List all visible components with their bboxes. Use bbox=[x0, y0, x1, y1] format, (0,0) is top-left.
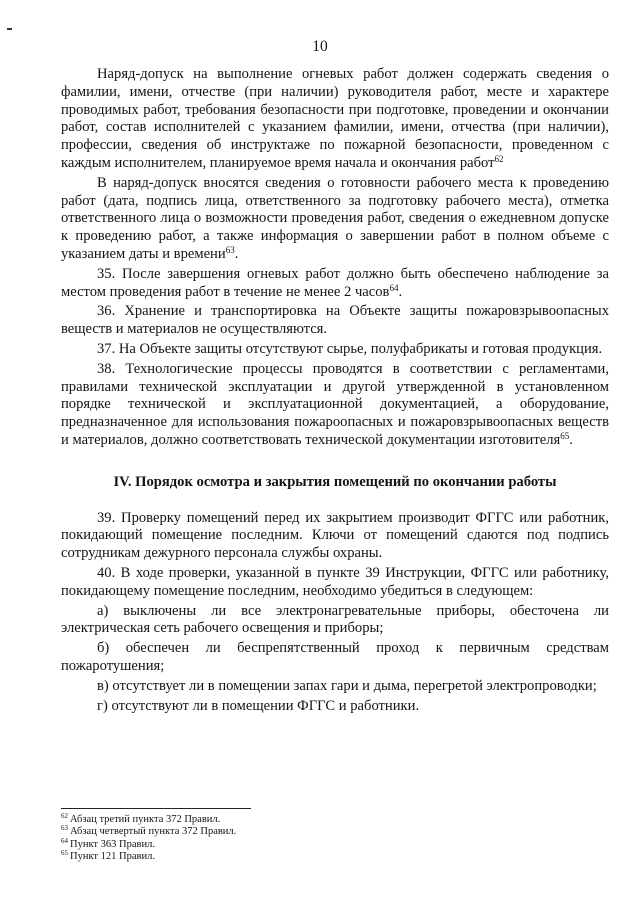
list-item-g: г) отсутствуют ли в помещении ФГГС и работники. bbox=[97, 697, 420, 714]
footnote-ref: 65 bbox=[560, 430, 570, 441]
list-item-a: а) выключены ли все электронагревательные приборы, обесточена ли электрическая сеть рабочего освещения и приборы; bbox=[61, 602, 609, 637]
paragraph-38: 38. Технологические процессы проводятся в соответствии с регламентами, правилами технической эксплуатации и другой утвержденной в установленном порядке технической и эксплуатационной документацией, а оборудование, предназначенное для использования пожароопасных и пожаровзрывоопасных веществ и материалов, должно соответствовать технической документации изготовителя$^{65}$. bbox=[61, 360, 609, 448]
margin-mark bbox=[7, 28, 12, 30]
footnote-separator bbox=[61, 808, 251, 809]
footnote-65: $^{65}$ Пункт 121 Правил. bbox=[61, 848, 155, 862]
footnote-63: $^{63}$ Абзац четвертый пункта 372 Правил. bbox=[61, 824, 237, 838]
footnote-ref: 63 bbox=[225, 244, 235, 255]
document-body bbox=[61, 66, 609, 717]
paragraph-39: 39. Проверку помещений перед их закрытием производит ФГГС или работник, покидающий помещение последним. Ключи от помещений сдаются под подпись сотрудникам дежурного персонала службы охраны. bbox=[61, 509, 609, 562]
footnote-ref: 62 bbox=[494, 153, 504, 164]
paragraph-36: 36. Хранение и транспортировка на Объекте защиты пожаровзрывоопасных веществ и материалов не осуществляются. bbox=[61, 303, 609, 338]
section-heading: IV. Порядок осмотра и закрытия помещений по окончании работы bbox=[113, 473, 557, 490]
paragraph-work-permit-contents: Наряд-допуск на выполнение огневых работ должен содержать сведения о фамилии, имени, отчестве (при наличии) руководителя работ, месте и характере проводимых работ, требования безопасности при подготовке, проведении и окончании работ, состав исполнителей с указанием фамилии, имени, отчества (при наличии), профессии, сведения об инструктаже по пожарной безопасности, проведенном с каждым исполнителем, планируемое время начала и окончания работ$^{62}$ bbox=[61, 66, 609, 171]
paragraph-work-permit-readiness: В наряд-допуск вносятся сведения о готовности рабочего места к проведению работ (дата, подпись лица, ответственного за подготовку рабочего места), отметка ответственного лица о возможности проведения работ, сведения о ежедневном допуске к проведению работ, а также информация о завершении работ в полном объеме с указанием даты и времени$^{63}$. bbox=[61, 174, 609, 262]
paragraph-40: 40. В ходе проверки, указанной в пункте 39 Инструкции, ФГГС или работнику, покидающему помещение последним, необходимо убедиться в следующем: bbox=[61, 564, 609, 599]
page-number: 10 bbox=[312, 38, 328, 55]
list-item-b: б) обеспечен ли беспрепятственный проход к первичным средствам пожаротушения; bbox=[61, 640, 609, 674]
paragraph-35: 35. После завершения огневых работ должно быть обеспечено наблюдение за местом проведения работ в течение не менее 2 часов$^{64}$. bbox=[61, 265, 609, 300]
paragraph-37: 37. На Объекте защиты отсутствуют сырье, полуфабрикаты и готовая продукция. bbox=[97, 340, 603, 357]
footnote-ref: 64 bbox=[389, 282, 399, 293]
footnote-62: $^{62}$ Абзац третий пункта 372 Правил. bbox=[61, 812, 221, 825]
footnote-64: $^{64}$ Пункт 363 Правил. bbox=[61, 836, 155, 850]
list-item-v: в) отсутствует ли в помещении запах гари и дыма, перегретой электропроводки; bbox=[97, 677, 597, 694]
footnotes bbox=[61, 814, 236, 863]
